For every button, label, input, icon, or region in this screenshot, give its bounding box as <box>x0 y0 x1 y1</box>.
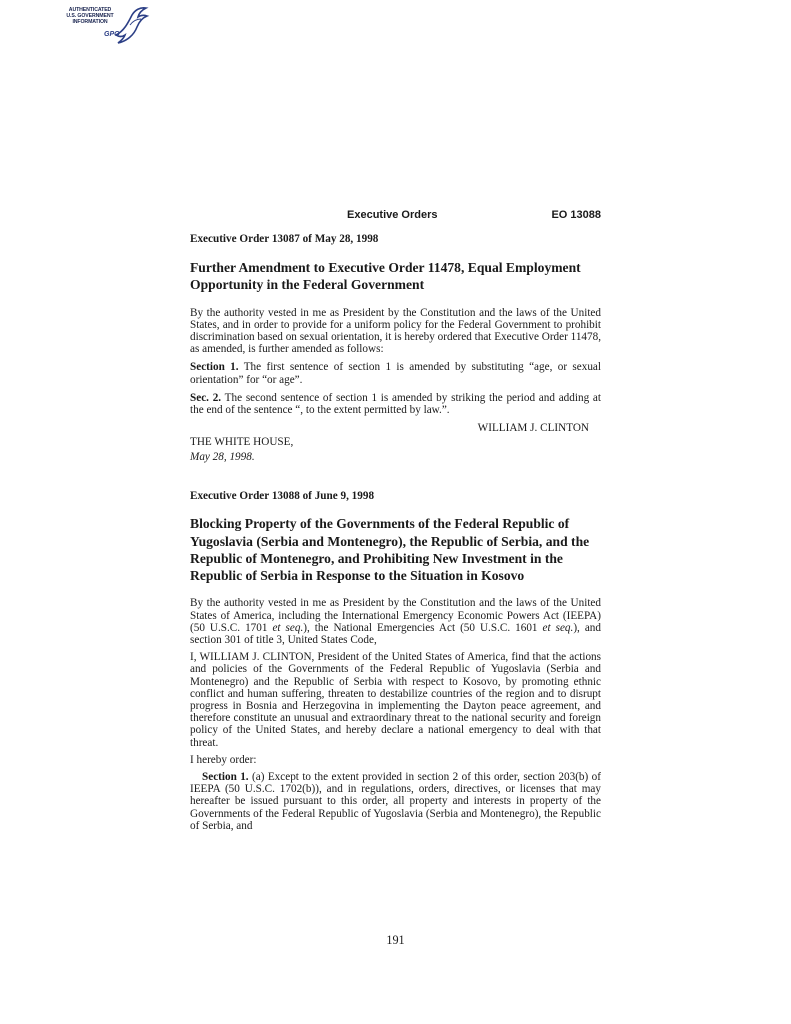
section-1-label: Section 1. <box>202 771 249 784</box>
logo-line-government: U.S. GOVERNMENT <box>66 13 114 19</box>
order-13088-label: Executive Order 13088 of June 9, 1998 <box>190 490 375 503</box>
running-head <box>190 209 601 223</box>
order-13087-title: Further Amendment to Executive Order 11478, Equal Employment Opportunity in the Federal Government <box>190 260 581 293</box>
order-13088-section-1 <box>190 771 601 832</box>
logo-line-authenticated: AUTHENTICATED <box>68 7 112 13</box>
gpo-authenticated-logo <box>58 5 148 49</box>
running-head-eo-number: EO 13088 <box>551 209 601 221</box>
order-13087-section-2 <box>190 392 601 416</box>
logo-line-information: INFORMATION <box>72 19 108 25</box>
section-2-label: Sec. 2. <box>190 391 222 404</box>
intro-part-3: ), and section 301 of title 3, United States Code, <box>190 621 601 647</box>
logo-gpo-mark: GPO <box>104 31 120 38</box>
section-2-text: The second sentence of section 1 is amended by striking the period and adding at the end of the sentence “, to the extent permitted by law.”. <box>190 391 601 417</box>
order-13087-section-1 <box>190 361 601 385</box>
order-13088-finding: I, WILLIAM J. CLINTON, President of the United States of America, find that the actions and policies of the Governments of the Federal Republic of Yugoslavia (Serbia and Montenegro) and the Republic of Serbia with respect to Kosovo, by promoting ethnic conflict and human suffering, threaten to destabilize countries of the region and to disrupt progress in Bosnia and Herzegovina in implementing the Dayton peace agreement, and therefore constitute an unusual and extraordinary threat to the national security and foreign policy of the United States, and hereby declare a national emergency to deal with that threat. <box>190 651 601 749</box>
order-13088-order-line: I hereby order: <box>190 753 257 766</box>
running-head-title: Executive Orders <box>347 209 438 221</box>
section-1-text: (a) Except to the extent provided in section 2 of this order, section 203(b) of IEEPA (50 U.S.C. 1702(b)), and in regulations, orders, directives, or licenses that may hereafter be issued pursuant to this order, all property and interests in property of the Governments of the Federal Republic of Yugoslavia (Serbia and Montenegro), the Republic of Serbia, and <box>190 771 601 832</box>
intro-et-seq-2: et seq. <box>542 621 574 634</box>
order-13088-title: Blocking Property of the Governments of the Federal Republic of Yugoslavia (Serbia and Montenegro), the Republic of Serbia, and the Republic of Montenegro, and Prohibiting New Investment in the Republic of Serbia in Response to the Situation in Kosovo <box>190 516 590 584</box>
document-body <box>190 233 601 832</box>
section-1-text: The first sentence of section 1 is amended by substituting “age, or sexual orientation” for “or age”. <box>190 361 601 386</box>
signature: WILLIAM J. CLINTON <box>477 422 589 435</box>
eagle-icon <box>110 5 150 47</box>
intro-part-2: ), the National Emergencies Act (50 U.S.C. 1601 <box>303 621 543 634</box>
intro-et-seq-1: et seq. <box>272 621 304 634</box>
page-number: 191 <box>386 933 405 947</box>
order-13087-label: Executive Order 13087 of May 28, 1998 <box>190 233 379 245</box>
order-13088-intro <box>190 597 601 646</box>
place-line: THE WHITE HOUSE, <box>190 436 294 449</box>
section-1-label: Section 1. <box>190 361 239 374</box>
order-13087-intro: By the authority vested in me as President by the Constitution and the laws of the United States, and in order to provide for a uniform policy for the Federal Government to prohibit discrimination based on sexual orientation, it is hereby ordered that Executive Order 11478, as amended, is further amended as follows: <box>190 306 601 356</box>
intro-part-1: By the authority vested in me as President by the Constitution and the laws of the United States of America, including the International Emergency Economic Powers Act (IEEPA) (50 U.S.C. 1701 <box>190 597 601 634</box>
date-line: May 28, 1998. <box>190 450 255 463</box>
